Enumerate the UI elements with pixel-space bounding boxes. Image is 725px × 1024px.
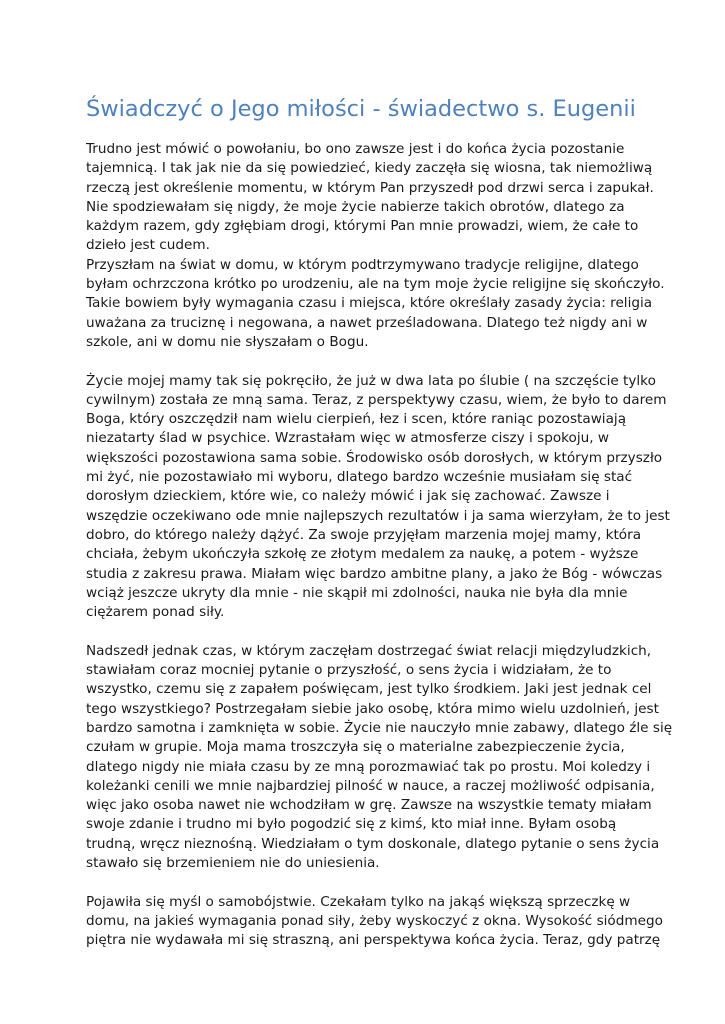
document-title: Świadczyć o Jego miłości - świadectwo s. Eugenii: [86, 96, 636, 122]
text-line: byłam ochrzczona krótko po urodzeniu, ale na tym moje życie religijne się skończyło.: [86, 276, 665, 293]
document-body: [86, 140, 673, 950]
text-line: koleżanki cenili we mnie najbardziej pilność w nauce, a raczej możliwość odpisania,: [86, 777, 655, 794]
text-line: dzieło jest cudem.: [86, 237, 210, 254]
document-page: [86, 92, 673, 950]
paragraph: [86, 372, 670, 623]
text-line: niezatarty ślad w psychice. Wzrastałam więc w atmosferze ciszy i spokoju, w: [86, 430, 610, 447]
text-line: Przyszłam na świat w domu, w którym podtrzymywano tradycje religijne, dlatego: [86, 256, 639, 273]
text-line: Takie bowiem były wymagania czasu i miejsca, które określały zasady życia: religia: [86, 295, 653, 312]
text-line: wciąż jeszcze ukryty dla mnie - nie skąpił mi zdolności, nauka nie była dla mnie: [86, 584, 628, 601]
text-line: stawiałam coraz mocniej pytanie o przyszłość, o sens życia i widziałam, że to: [86, 662, 612, 679]
text-line: chciała, żebym ukończyła szkołę ze złotym medalem za naukę, a potem - wyższe: [86, 546, 639, 563]
text-line: rzeczą jest określenie momentu, w którym Pan przyszedł pod drzwi serca i zapukał.: [86, 179, 654, 196]
text-line: ciężarem ponad siły.: [86, 604, 225, 621]
text-line: mi żyć, nie pozostawiało mi wyboru, dlatego bardzo wcześnie musiałam się stać: [86, 469, 633, 486]
text-line: stawało się brzemieniem nie do uniesienia.: [86, 854, 380, 871]
text-line: Trudno jest mówić o powołaniu, bo ono zawsze jest i do końca życia pozostanie: [86, 141, 625, 157]
text-line: swoje zdanie i trudno mi było pogodzić się z kimś, kto miał inne. Byłam osobą: [86, 816, 617, 833]
text-line: trudną, wręcz nieznośną. Wiedziałam o tym doskonale, dlatego pytanie o sens życia: [86, 835, 660, 852]
text-line: wszystko, czemu się z zapałem poświęcam, jest tylko środkiem. Jaki jest jednak cel: [86, 681, 652, 698]
text-line: dlatego nigdy nie miała czasu by ze mną porozmawiać tak po prostu. Moi koledzy i: [86, 758, 651, 775]
text-line: bardzo samotna i zamknięta w sobie. Życie nie nauczyło mnie zabawy, dlatego źle się: [86, 719, 673, 736]
text-line: wszędzie oczekiwano ode mnie najlepszych rezultatów i ja sama wierzyłam, że to jest: [86, 507, 670, 524]
text-line: cywilnym) została ze mną sama. Teraz, z perspektywy czasu, wiem, że było to darem: [86, 391, 667, 408]
text-line: tego wszystkiego? Postrzegałam siebie jako osobę, która mimo wielu uzdolnień, jest: [86, 700, 659, 717]
paragraph: [86, 256, 665, 352]
text-line: Pojawiła się myśl o samobójstwie. Czekałam tylko na jakąś większą sprzeczkę w: [86, 893, 631, 910]
text-line: szkole, ani w domu nie słyszałam o Bogu.: [86, 333, 369, 350]
text-line: Życie mojej mamy tak się pokręciło, że już w dwa lata po ślubie ( na szczęście tylko: [86, 372, 656, 389]
text-line: Nadszedł jednak czas, w którym zaczęłam dostrzegać świat relacji międzyludzkich,: [86, 642, 652, 659]
text-line: tajemnicą. I tak jak nie da się powiedzieć, kiedy zaczęła się wiosna, tak niemożliwą: [86, 160, 653, 177]
paragraph: [86, 642, 673, 874]
text-line: uważana za truciznę i negowana, a nawet prześladowana. Dlatego też nigdy ani w: [86, 314, 648, 331]
text-line: dobro, do którego należy dążyć. Za swoje przyjęłam marzenia mojej mamy, która: [86, 526, 642, 543]
text-line: domu, na jakieś wymagania ponad siły, żeby wyskoczyć z okna. Wysokość siódmego: [86, 912, 663, 929]
text-line: dorosłym dzieckiem, które wie, co należy mówić i jak się zachować. Zawsze i: [86, 488, 610, 505]
text-line: Boga, który oszczędził nam wielu cierpień, łez i scen, które raniąc pozostawiają: [86, 411, 627, 428]
text-line: czułam w grupie. Moja mama troszczyła się o materialne zabezpieczenie życia,: [86, 739, 625, 756]
paragraph: [86, 140, 654, 256]
paragraph-spacer: [86, 873, 646, 892]
paragraph-spacer: [86, 352, 646, 371]
paragraph-spacer: [86, 622, 646, 641]
text-line: więc jako osoba nawet nie wchodziłam w grę. Zawsze na wszystkie tematy miałam: [86, 797, 652, 814]
paragraph: [86, 893, 663, 951]
text-line: każdym razem, gdy zgłębiam drogi, którymi Pan mnie prowadzi, wiem, że całe to: [86, 218, 639, 235]
text-line: piętra nie wydawała mi się straszną, ani perspektywa końca życia. Teraz, gdy patrzę: [86, 932, 661, 949]
text-line: studia z zakresu prawa. Miałam więc bardzo ambitne plany, a jako że Bóg - wówczas: [86, 565, 663, 582]
text-line: Nie spodziewałam się nigdy, że moje życie nabierze takich obrotów, dlatego za: [86, 198, 625, 215]
text-line: większości pozostawiona sama sobie. Środowisko osób dorosłych, w którym przyszło: [86, 449, 663, 466]
